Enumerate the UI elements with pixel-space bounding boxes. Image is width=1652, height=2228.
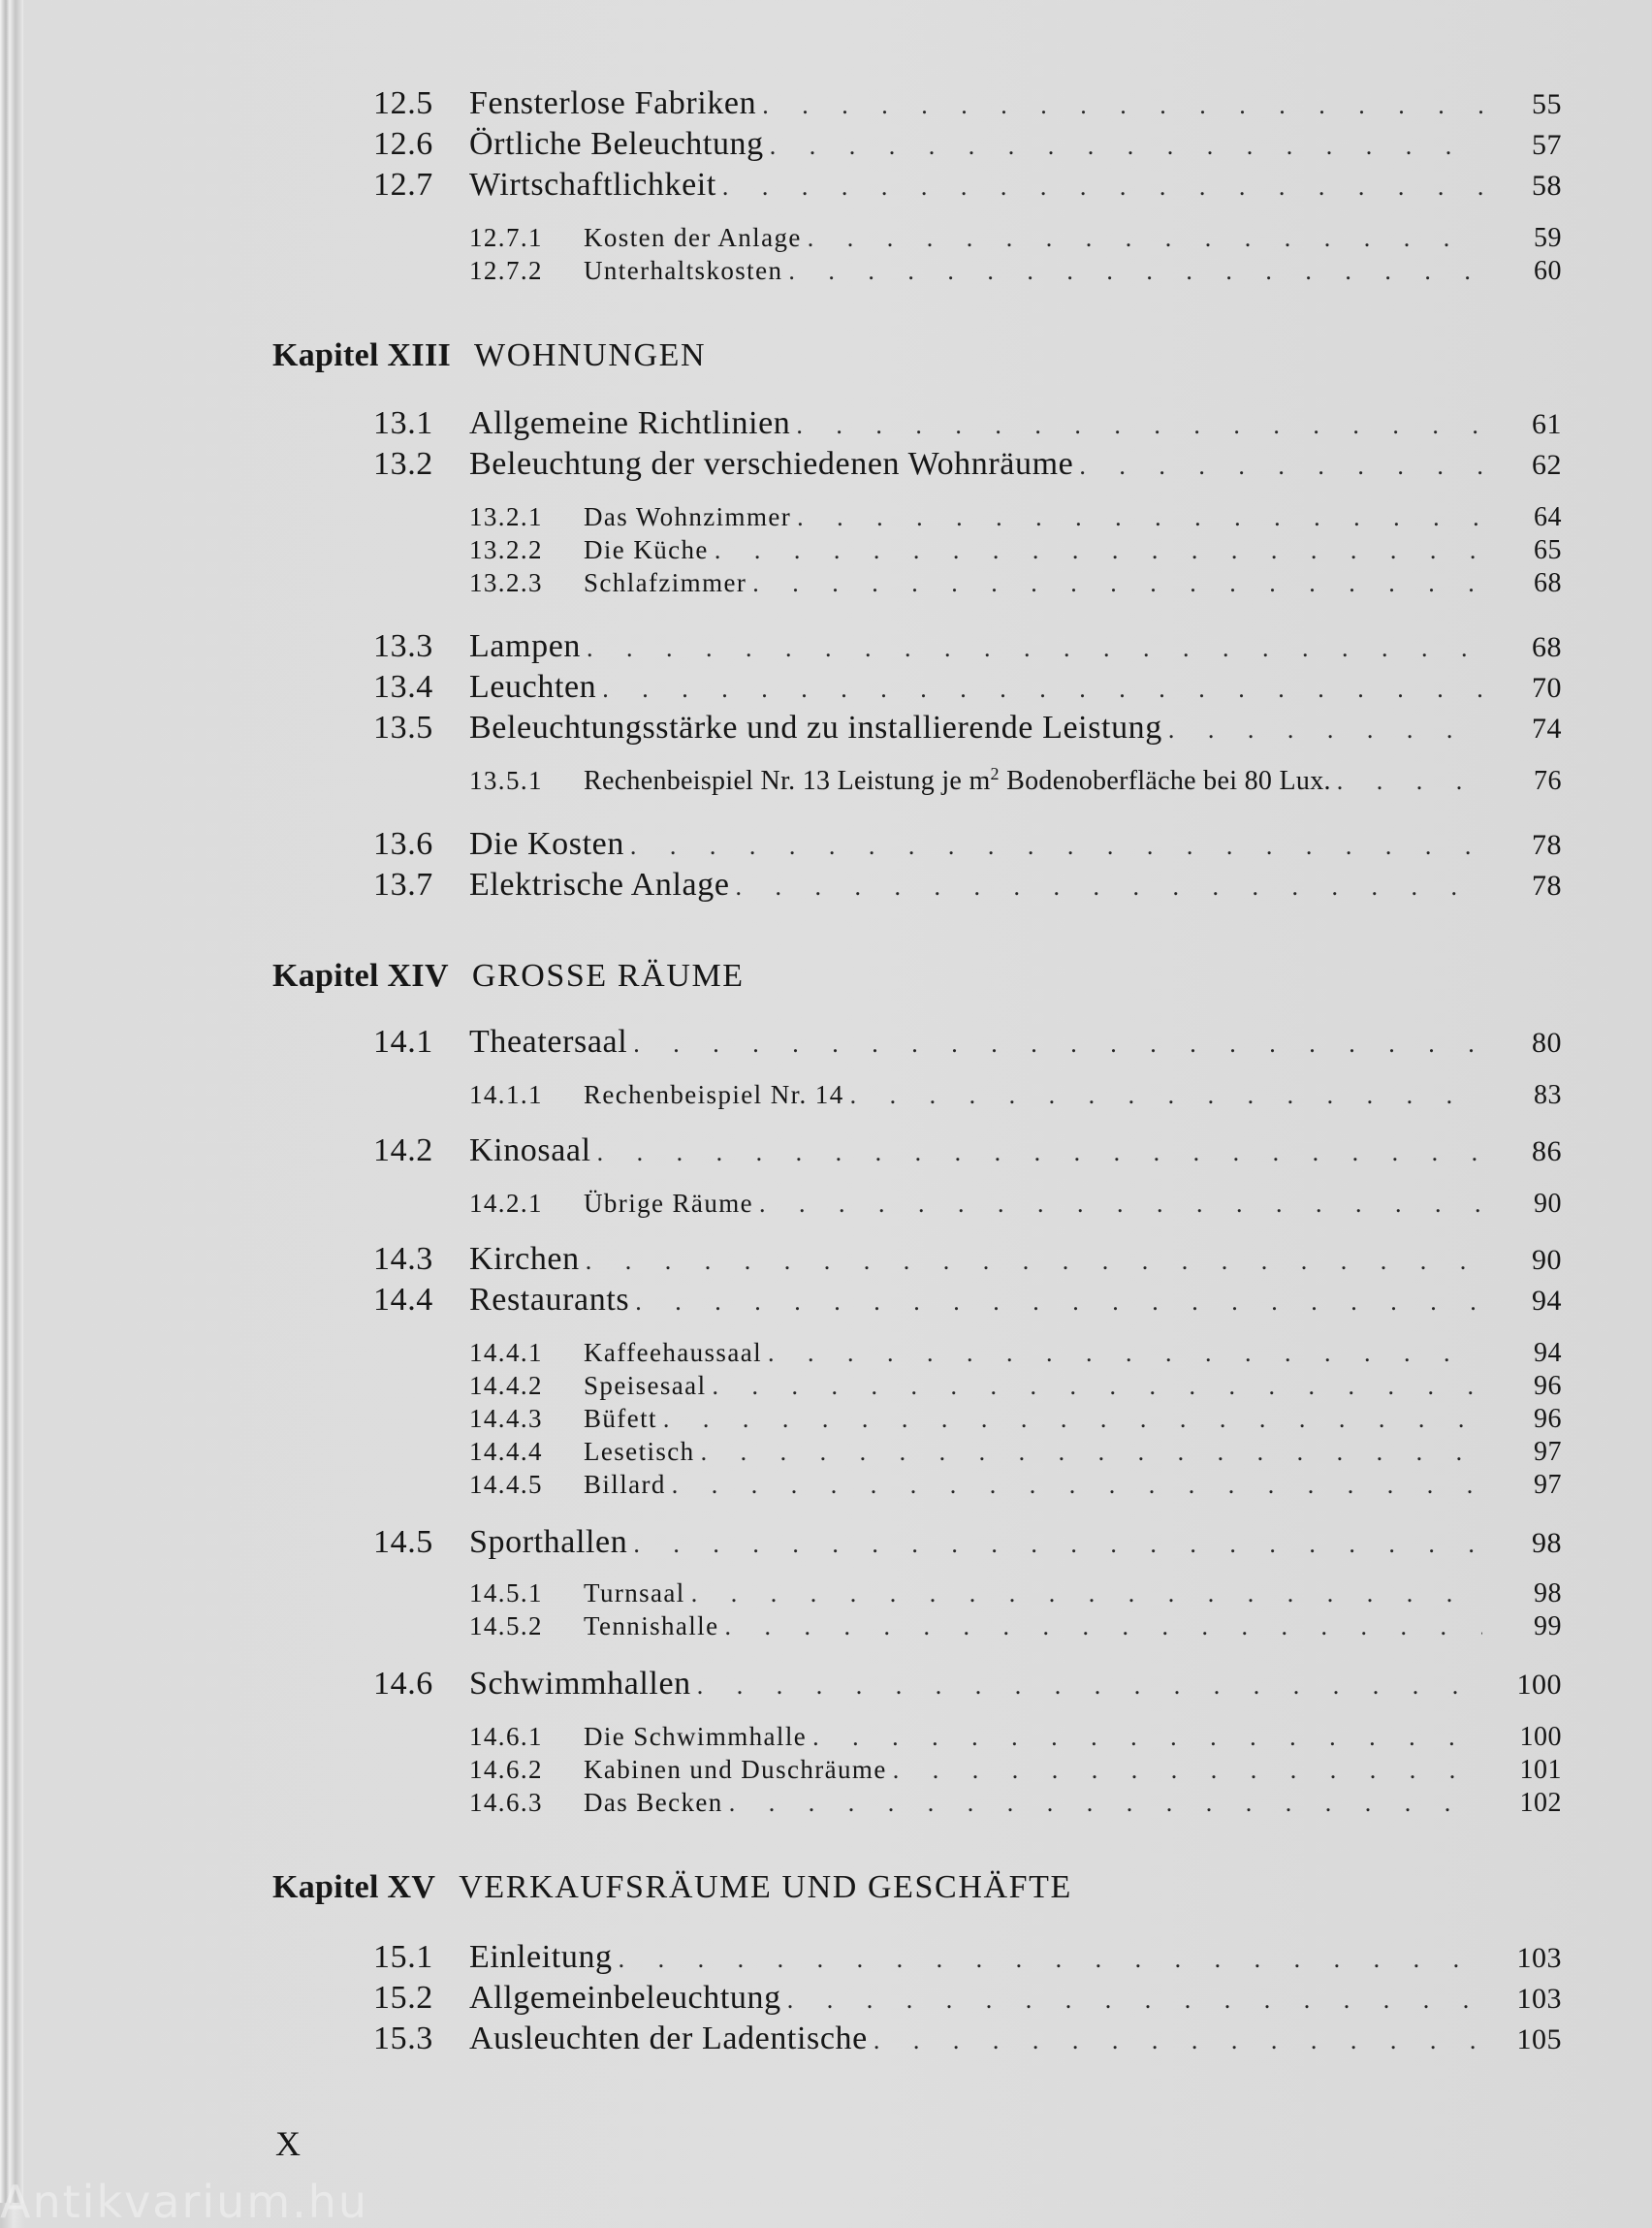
- entry-title: Leuchten: [469, 669, 597, 705]
- entry-number: 13.2: [373, 446, 433, 482]
- dot-leader: [602, 675, 1482, 704]
- dot-leader: [787, 1986, 1482, 2015]
- toc-entry-12-6: [373, 126, 1562, 163]
- chapter-label: Kapitel XIV: [272, 958, 449, 994]
- entry-title: Schlafzimmer: [584, 568, 747, 597]
- entry-title: Speisesaal: [584, 1371, 707, 1400]
- entry-number: 14.4.3: [469, 1404, 543, 1433]
- entry-number: 12.7.1: [469, 223, 543, 252]
- entry-page: 97: [1534, 1470, 1562, 1500]
- entry-page: 94: [1532, 1285, 1562, 1317]
- watermark: Antikvarium.hu: [0, 2176, 369, 2228]
- dot-leader: [597, 1138, 1482, 1167]
- entry-number: 14.6.2: [469, 1755, 543, 1784]
- entry-title: Fensterlose Fabriken: [469, 85, 757, 121]
- entry-page: 62: [1532, 449, 1562, 481]
- entry-page: 100: [1516, 1669, 1562, 1701]
- toc-entry-13-2: [373, 446, 1562, 483]
- dot-leader: [587, 634, 1482, 663]
- entry-page: 86: [1532, 1135, 1562, 1167]
- entry-number: 13.1: [373, 405, 433, 441]
- page-folio: X: [275, 2124, 301, 2163]
- chapter-heading-xiv: [272, 958, 745, 995]
- entry-page: 57: [1532, 129, 1562, 161]
- toc-entry-14-2: [373, 1132, 1562, 1169]
- toc-entry-14-5-2: [469, 1611, 1562, 1642]
- chapter-label: Kapitel XV: [272, 1869, 436, 1905]
- dot-leader: [724, 1612, 1482, 1641]
- dot-leader: [1168, 716, 1482, 745]
- entry-page: 98: [1534, 1578, 1562, 1608]
- entry-number: 14.5.1: [469, 1578, 543, 1607]
- entry-title: Rechenbeispiel Nr. 14: [584, 1080, 844, 1109]
- entry-number: 15.3: [373, 2021, 433, 2056]
- toc-entry-14-1: [373, 1024, 1562, 1061]
- dot-leader: [633, 1030, 1482, 1059]
- toc-entry-14-4-5: [469, 1470, 1562, 1501]
- chapter-title: GROSSE RÄUME: [471, 958, 745, 994]
- entry-title: Ausleuchten der Ladentische: [469, 2021, 868, 2056]
- entry-title: Büfett: [584, 1404, 657, 1433]
- entry-page: 83: [1534, 1080, 1562, 1110]
- dot-leader: [701, 1438, 1482, 1467]
- dot-leader: [635, 1288, 1482, 1317]
- entry-number: 14.4.4: [469, 1437, 543, 1466]
- entry-number: 13.3: [373, 628, 433, 664]
- entry-number: 15.2: [373, 1980, 433, 2016]
- entry-title: [584, 766, 1337, 797]
- dot-leader: [712, 1372, 1482, 1401]
- dot-leader: [619, 1945, 1482, 1974]
- toc-entry-13-4: [373, 669, 1562, 706]
- dot-leader: [1079, 452, 1482, 481]
- dot-leader: [630, 832, 1482, 861]
- dot-leader: [672, 1471, 1482, 1500]
- toc-entry-14-6: [373, 1666, 1562, 1703]
- entry-page: 90: [1534, 1189, 1562, 1219]
- entry-number: 13.5: [373, 710, 433, 746]
- toc-entry-13-2-1: [469, 502, 1562, 533]
- entry-page: 98: [1532, 1527, 1562, 1559]
- entry-title: Schwimmhallen: [469, 1666, 691, 1702]
- entry-page: 100: [1519, 1722, 1562, 1752]
- dot-leader: [850, 1081, 1482, 1110]
- entry-page: 76: [1534, 766, 1562, 796]
- entry-title: Kosten der Anlage: [584, 223, 802, 252]
- toc-entry-12-7-2: [469, 256, 1562, 287]
- entry-title: Einleitung: [469, 1939, 613, 1975]
- toc-entry-14-6-2: [469, 1755, 1562, 1786]
- entry-number: 13.5.1: [469, 766, 543, 795]
- entry-number: 14.2: [373, 1132, 433, 1168]
- toc-entry-14-3: [373, 1241, 1562, 1278]
- entry-title: Beleuchtungsstärke und zu installierende Leistung: [469, 710, 1162, 746]
- entry-number: 14.2.1: [469, 1189, 543, 1218]
- entry-title: Die Schwimmhalle: [584, 1722, 808, 1751]
- entry-number: 13.2.1: [469, 502, 543, 531]
- entry-number: 14.5: [373, 1524, 433, 1560]
- dot-leader: [796, 411, 1482, 440]
- chapter-label: Kapitel XIII: [272, 337, 452, 373]
- entry-number: 14.4.2: [469, 1371, 543, 1400]
- dot-leader: [893, 1756, 1482, 1785]
- toc-entry-14-5-1: [469, 1578, 1562, 1609]
- entry-page: 103: [1516, 1983, 1562, 2015]
- dot-leader: [812, 1723, 1482, 1752]
- dot-leader: [797, 503, 1482, 532]
- entry-page: 60: [1534, 256, 1562, 286]
- entry-number: 13.7: [373, 867, 433, 903]
- entry-number: 13.2.3: [469, 568, 543, 597]
- entry-title-text: Rechenbeispiel Nr. 13 Leistung je m: [584, 766, 991, 796]
- entry-page: 96: [1534, 1371, 1562, 1401]
- entry-title: Theatersaal: [469, 1024, 628, 1060]
- dot-leader: [691, 1579, 1482, 1608]
- entry-page: 105: [1516, 2023, 1562, 2055]
- chapter-title: WOHNUNGEN: [474, 337, 707, 373]
- entry-title: Tennishalle: [584, 1611, 719, 1640]
- entry-page: 55: [1532, 88, 1562, 120]
- chapter-heading-xv: [272, 1869, 1072, 1906]
- toc-entry-14-6-1: [469, 1722, 1562, 1753]
- entry-page: 70: [1532, 672, 1562, 704]
- entry-number: 13.2.2: [469, 535, 543, 564]
- entry-page: 61: [1532, 408, 1562, 440]
- entry-page: 90: [1532, 1244, 1562, 1276]
- entry-number: 14.6.3: [469, 1788, 543, 1817]
- toc-entry-13-5: [373, 710, 1562, 747]
- entry-number: 14.6: [373, 1666, 433, 1702]
- toc-entry-15-3: [373, 2021, 1562, 2057]
- entry-page: 78: [1532, 870, 1562, 902]
- entry-page: 103: [1516, 1942, 1562, 1974]
- dot-leader: [762, 91, 1482, 120]
- toc-entry-13-2-3: [469, 568, 1562, 599]
- toc-entry-12-7: [373, 167, 1562, 204]
- entry-title: Allgemeinbeleuchtung: [469, 1980, 781, 2016]
- entry-page: 58: [1532, 170, 1562, 202]
- entry-number: 12.6: [373, 126, 433, 162]
- entry-title: Kaffeehaussaal: [584, 1338, 763, 1367]
- toc-entry-13-2-2: [469, 535, 1562, 566]
- entry-page: 68: [1534, 568, 1562, 598]
- dot-leader: [1337, 767, 1482, 796]
- entry-title: Lampen: [469, 628, 581, 664]
- entry-page: 102: [1519, 1788, 1562, 1818]
- entry-page: 94: [1534, 1338, 1562, 1368]
- entry-page: 80: [1532, 1027, 1562, 1059]
- dot-leader: [759, 1190, 1482, 1219]
- entry-title: Wirtschaftlichkeit: [469, 167, 716, 203]
- toc-entry-14-4-4: [469, 1437, 1562, 1468]
- dot-leader: [874, 2026, 1482, 2055]
- entry-page: 97: [1534, 1437, 1562, 1467]
- entry-number: 12.5: [373, 85, 433, 121]
- entry-page: 74: [1532, 713, 1562, 745]
- toc-entry-14-4-1: [469, 1338, 1562, 1369]
- dot-leader: [697, 1671, 1482, 1701]
- dot-leader: [633, 1530, 1482, 1559]
- entry-page: 78: [1532, 829, 1562, 861]
- dot-leader: [752, 569, 1482, 598]
- toc-entry-12-7-1: [469, 223, 1562, 254]
- toc-entry-13-6: [373, 826, 1562, 863]
- entry-page: 101: [1519, 1755, 1562, 1785]
- entry-title: Restaurants: [469, 1282, 630, 1318]
- dot-leader: [715, 536, 1482, 565]
- entry-number: 14.6.1: [469, 1722, 543, 1751]
- toc-entry-14-1-1: [469, 1080, 1562, 1111]
- dot-leader: [808, 224, 1482, 253]
- entry-title: Lesetisch: [584, 1437, 695, 1466]
- entry-number: 14.5.2: [469, 1611, 543, 1640]
- entry-title: Sporthallen: [469, 1524, 628, 1560]
- entry-page: 64: [1534, 502, 1562, 532]
- toc-entry-13-1: [373, 405, 1562, 442]
- dot-leader: [736, 873, 1482, 902]
- entry-title: Örtliche Beleuchtung: [469, 126, 764, 162]
- chapter-title: VERKAUFSRÄUME UND GESCHÄFTE: [459, 1869, 1072, 1905]
- entry-number: 15.1: [373, 1939, 433, 1975]
- entry-title: Die Küche: [584, 535, 709, 564]
- entry-page: 59: [1534, 223, 1562, 253]
- entry-title-text: Bodenoberfläche bei 80 Lux.: [999, 766, 1331, 796]
- toc-entry-13-7: [373, 867, 1562, 904]
- entry-title: Allgemeine Richtlinien: [469, 405, 791, 441]
- entry-title: Übrige Räume: [584, 1189, 754, 1218]
- toc-entry-12-5: [373, 85, 1562, 122]
- dot-leader: [722, 173, 1482, 202]
- entry-number: 14.3: [373, 1241, 433, 1277]
- entry-number: 14.4.1: [469, 1338, 543, 1367]
- dot-leader: [768, 1339, 1482, 1368]
- entry-page: 68: [1532, 631, 1562, 663]
- entry-number: 14.4: [373, 1282, 433, 1318]
- entry-title: Kirchen: [469, 1241, 580, 1277]
- toc-entry-14-6-3: [469, 1788, 1562, 1819]
- entry-title: Elektrische Anlage: [469, 867, 730, 903]
- toc-entry-15-2: [373, 1980, 1562, 2017]
- toc-entry-14-4: [373, 1282, 1562, 1319]
- toc-entry-14-5: [373, 1524, 1562, 1561]
- dot-leader: [586, 1247, 1482, 1276]
- entry-number: 14.1: [373, 1024, 433, 1060]
- toc-entry-14-4-3: [469, 1404, 1562, 1435]
- toc-entry-14-2-1: [469, 1189, 1562, 1220]
- entry-title: Unterhaltskosten: [584, 256, 783, 285]
- entry-number: 14.1.1: [469, 1080, 543, 1109]
- superscript: 2: [990, 764, 1000, 783]
- entry-title: Die Kosten: [469, 826, 624, 862]
- entry-page: 96: [1534, 1404, 1562, 1434]
- dot-leader: [729, 1789, 1482, 1818]
- dot-leader: [788, 257, 1482, 286]
- entry-title: Turnsaal: [584, 1578, 685, 1607]
- entry-title: Beleuchtung der verschiedenen Wohnräume: [469, 446, 1074, 482]
- entry-number: 12.7: [373, 167, 433, 203]
- entry-number: 12.7.2: [469, 256, 543, 285]
- entry-number: 13.4: [373, 669, 433, 705]
- dot-leader: [663, 1405, 1482, 1434]
- toc-entry-13-5-1: [469, 766, 1562, 797]
- dot-leader: [770, 132, 1482, 161]
- entry-title: Kinosaal: [469, 1132, 591, 1168]
- entry-number: 13.6: [373, 826, 433, 862]
- toc-entry-15-1: [373, 1939, 1562, 1976]
- toc-entry-14-4-2: [469, 1371, 1562, 1402]
- chapter-heading-xiii: [272, 337, 706, 374]
- entry-page: 99: [1534, 1611, 1562, 1641]
- toc-entry-13-3: [373, 628, 1562, 665]
- entry-number: 14.4.5: [469, 1470, 543, 1499]
- entry-title: Das Becken: [584, 1788, 723, 1817]
- entry-title: Billard: [584, 1470, 666, 1499]
- entry-title: Das Wohnzimmer: [584, 502, 792, 531]
- entry-title: Kabinen und Duschräume: [584, 1755, 887, 1784]
- entry-page: 65: [1534, 535, 1562, 565]
